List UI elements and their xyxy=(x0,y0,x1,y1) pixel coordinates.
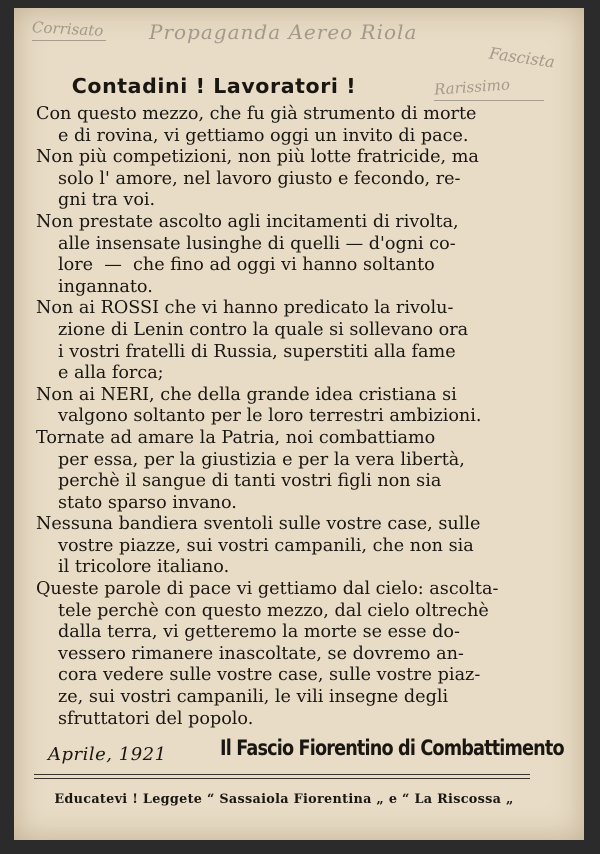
leaflet-line: stato sparso invano. xyxy=(58,492,237,513)
leaflet-line: ze, sui vostri campanili, le vili insegne degli xyxy=(58,687,449,708)
leaflet-line: per essa, per la giustizia e per la vera libertà, xyxy=(58,449,465,470)
leaflet-paragraph xyxy=(36,104,540,147)
leaflet-line: perchè il sangue di tanti vostri figli non sia xyxy=(58,471,442,492)
leaflet-line: Queste parole di pace vi gettiamo dal cielo: ascolta- xyxy=(36,579,499,600)
divider-rule xyxy=(34,778,530,779)
leaflet-line: Non ai ROSSI che vi hanno predicato la rivolu- xyxy=(36,298,454,319)
handwritten-note-corner: Corrisato xyxy=(31,18,104,40)
leaflet-line: valgono soltanto per le loro terrestri ambizioni. xyxy=(58,406,482,427)
handwritten-underline xyxy=(434,100,544,101)
leaflet-line: Nessuna bandiera sventoli sulle vostre case, sulle xyxy=(36,514,481,535)
leaflet-line: i vostri fratelli di Russia, superstiti alla fame xyxy=(58,341,456,362)
leaflet-body xyxy=(36,104,540,730)
leaflet-paragraph xyxy=(36,147,540,212)
leaflet-line: e di rovina, vi gettiamo oggi un invito di pace. xyxy=(58,125,469,146)
leaflet-line: sfruttatori del popolo. xyxy=(58,708,254,729)
leaflet-line: zione di Lenin contro la quale si sollevano ora xyxy=(58,319,469,340)
leaflet-line: alle insensate lusinghe di quelli — d'ogni co- xyxy=(58,233,456,254)
handwritten-note-rarity: Rarissimo xyxy=(433,75,511,99)
leaflet-title: Contadini ! Lavoratori ! xyxy=(71,73,357,98)
leaflet-line: solo l' amore, nel lavoro giusto e fecondo, re- xyxy=(58,168,461,189)
leaflet-line: tele perchè con questo mezzo, dal cielo oltrechè xyxy=(58,600,489,621)
handwritten-note-header: Propaganda Aereo Riola xyxy=(149,20,418,44)
leaflet-paragraph xyxy=(36,428,540,514)
leaflet-line: e alla forca; xyxy=(58,363,164,384)
leaflet-paragraph xyxy=(36,212,540,298)
leaflet-line: il tricolore italiano. xyxy=(58,557,230,578)
leaflet-line: Non ai NERI, che della grande idea cristiana si xyxy=(36,384,457,405)
leaflet-signature: Il Fascio Fiorentino di Combattimento xyxy=(220,736,564,760)
leaflet-line: ingannato. xyxy=(58,276,153,297)
handwritten-underline xyxy=(32,40,106,41)
leaflet-paragraph xyxy=(36,298,540,384)
leaflet-date: Aprile, 1921 xyxy=(48,744,167,765)
leaflet-paragraph xyxy=(36,385,540,428)
leaflet-paragraph xyxy=(36,579,540,730)
footer-note: Educatevi ! Leggete “ Sassaiola Fiorentina „ e “ La Riscossa „ xyxy=(54,792,514,807)
leaflet-line: lore — che fino ad oggi vi hanno soltanto xyxy=(58,255,435,276)
leaflet-line: gni tra voi. xyxy=(58,190,156,211)
leaflet-line: cora vedere sulle vostre case, sulle vostre piaz- xyxy=(58,665,481,686)
leaflet-line: vostre piazze, sui vostri campanili, che non sia xyxy=(58,535,474,556)
leaflet-line: Non prestate ascolto agli incitamenti di rivolta, xyxy=(36,211,459,232)
leaflet-sheet xyxy=(14,8,584,840)
signature-row xyxy=(14,736,584,770)
leaflet-line: vessero rimanere inascoltate, se dovremo an- xyxy=(58,643,464,664)
leaflet-line: Con questo mezzo, che fu già strumento di morte xyxy=(36,104,477,124)
leaflet-paragraph xyxy=(36,514,540,579)
leaflet-line: Non più competizioni, non più lotte fratricide, ma xyxy=(36,147,479,168)
divider-rule xyxy=(34,774,530,775)
handwritten-note-right: Fascista xyxy=(487,43,557,72)
leaflet-line: dalla terra, vi getteremo la morte se esse do- xyxy=(58,622,460,643)
leaflet-line: Tornate ad amare la Patria, noi combattiamo xyxy=(36,427,436,448)
